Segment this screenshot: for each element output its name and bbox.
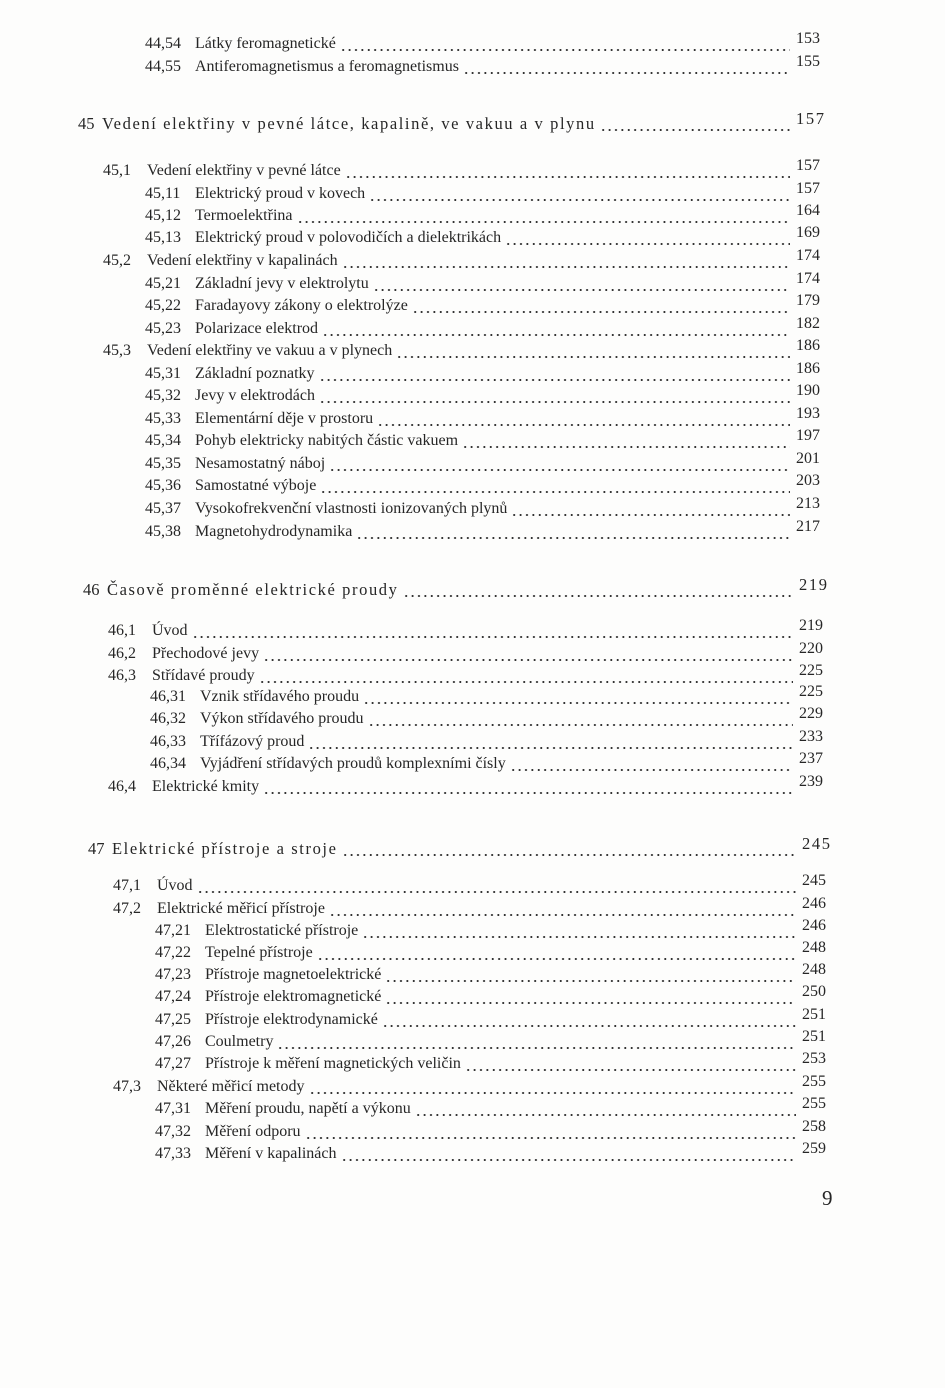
entry-page: 219 (799, 617, 823, 634)
entry-title: Přístroje elektrodynamické (205, 1011, 378, 1028)
toc-subsection-entry (145, 270, 828, 295)
dot-leader (462, 430, 790, 452)
toc-subsection-entry (145, 405, 828, 430)
entry-number: 45,31 (145, 365, 181, 382)
entry-number: 45,12 (145, 207, 181, 224)
entry-title: Elektrické přístroje a stroje (112, 839, 338, 858)
dot-leader (382, 1009, 796, 1031)
entry-title: Tepelné přístroje (205, 944, 313, 961)
entry-page: 255 (802, 1073, 826, 1090)
entry-number: 46,34 (150, 755, 186, 772)
entry-number: 45,36 (145, 477, 181, 494)
entry-page: 169 (796, 224, 820, 241)
dot-leader (308, 731, 793, 753)
toc-subsection-entry (155, 1050, 834, 1075)
entry-number: 45,22 (145, 297, 181, 314)
toc-subsection-entry (155, 1028, 834, 1053)
entry-page: 217 (796, 518, 820, 535)
toc-subsection-entry (155, 939, 834, 964)
entry-page: 164 (796, 202, 820, 219)
entry-title: Úvod (157, 877, 193, 894)
entry-title: Elektrický proud v kovech (195, 185, 366, 202)
entry-page: 237 (799, 750, 823, 767)
dot-leader (362, 920, 796, 942)
entry-page: 179 (796, 292, 820, 309)
entry-page: 157 (796, 157, 820, 174)
entry-title: Přístroje elektromagnetické (205, 988, 382, 1005)
entry-page: 245 (802, 834, 832, 853)
entry-title: Vedení elektřiny v pevné látce, kapalině, ve vakuu a v plynu (102, 114, 596, 133)
toc-subsection-entry (155, 1006, 834, 1031)
toc-subsection-entry (155, 961, 834, 986)
entry-number: 47,23 (155, 966, 191, 983)
entry-page: 239 (799, 773, 823, 790)
entry-number: 47 (88, 839, 105, 858)
dot-leader (277, 1031, 796, 1053)
dot-leader (369, 183, 790, 205)
dot-leader (385, 964, 796, 986)
entry-page: 153 (796, 30, 820, 47)
entry-title: Elektrostatické přístroje (205, 922, 359, 939)
entry-title: Měření odporu (205, 1123, 301, 1140)
dot-leader (322, 318, 790, 340)
entry-page: 186 (796, 360, 820, 377)
entry-number: 45,32 (145, 387, 181, 404)
dot-leader (192, 620, 793, 642)
entry-title: Nesamostatný náboj (195, 455, 326, 472)
entry-number: 45,1 (103, 162, 131, 179)
entry-page: 190 (796, 382, 820, 399)
toc-section-entry (113, 1073, 834, 1098)
toc-subsection-entry (145, 315, 828, 340)
dot-leader (396, 340, 790, 362)
toc-subsection-entry (145, 53, 828, 78)
entry-page: 193 (796, 405, 820, 422)
entry-number: 46,4 (108, 778, 136, 795)
entry-page: 229 (799, 705, 823, 722)
entry-number: 46,2 (108, 645, 136, 662)
toc-section-entry (103, 157, 828, 182)
dot-leader (259, 665, 793, 687)
entry-title: Vznik střídavého proudu (200, 688, 360, 705)
entry-title: Vedení elektřiny ve vakuu a v plynech (147, 342, 393, 359)
entry-title: Přístroje k měření magnetických veličin (205, 1055, 461, 1072)
entry-page: 182 (796, 315, 820, 332)
dot-leader (340, 33, 790, 55)
entry-title: Elementární děje v prostoru (195, 410, 374, 427)
dot-leader (412, 295, 790, 317)
entry-title: Úvod (152, 622, 188, 639)
entry-number: 47,26 (155, 1033, 191, 1050)
entry-title: Magnetohydrodynamika (195, 523, 353, 540)
dot-leader (320, 475, 790, 497)
entry-page: 174 (796, 270, 820, 287)
entry-title: Vysokofrekvenční vlastnosti ionizovaných plynů (195, 500, 508, 517)
entry-page: 253 (802, 1050, 826, 1067)
entry-page: 174 (796, 247, 820, 264)
entry-title: Některé měřicí metody (157, 1078, 305, 1095)
toc-chapter-entry (78, 109, 828, 135)
entry-title: Elektrické kmity (152, 778, 260, 795)
entry-number: 44,54 (145, 35, 181, 52)
toc-subsection-entry (155, 1140, 834, 1165)
toc-subsection-entry (150, 728, 831, 753)
entry-page: 248 (802, 961, 826, 978)
entry-page: 233 (799, 728, 823, 745)
entry-number: 47,27 (155, 1055, 191, 1072)
toc-section-entry (103, 337, 828, 362)
dot-leader (342, 838, 796, 860)
entry-title: Látky feromagnetické (195, 35, 336, 52)
entry-page: 203 (796, 472, 820, 489)
entry-page: 245 (802, 872, 826, 889)
entry-number: 46,33 (150, 733, 186, 750)
entry-number: 45,2 (103, 252, 131, 269)
entry-number: 45 (78, 114, 95, 133)
entry-number: 46,1 (108, 622, 136, 639)
entry-page: 220 (799, 640, 823, 657)
entry-title: Přístroje magnetoelektrické (205, 966, 382, 983)
toc-subsection-entry (150, 705, 831, 730)
toc-section-entry (113, 895, 834, 920)
toc-subsection-entry (155, 917, 834, 942)
dot-leader (505, 227, 790, 249)
toc-subsection-entry (145, 292, 828, 317)
toc-section-entry (113, 872, 834, 897)
dot-leader (309, 1076, 797, 1098)
entry-number: 46,3 (108, 667, 136, 684)
entry-number: 45,38 (145, 523, 181, 540)
entry-page: 258 (802, 1118, 826, 1135)
dot-leader (463, 56, 790, 78)
entry-title: Základní poznatky (195, 365, 315, 382)
entry-page: 197 (796, 427, 820, 444)
toc-section-entry (103, 247, 828, 272)
entry-title: Měření v kapalinách (205, 1145, 337, 1162)
entry-number: 45,13 (145, 229, 181, 246)
entry-title: Faradayovy zákony o elektrolýze (195, 297, 408, 314)
toc-subsection-entry (155, 983, 834, 1008)
entry-number: 47,31 (155, 1100, 191, 1117)
entry-title: Pohyb elektricky nabitých částic vakuem (195, 432, 459, 449)
toc-subsection-entry (155, 1118, 834, 1143)
toc-chapter-entry (88, 834, 834, 860)
toc-section-entry (108, 773, 831, 798)
entry-title: Polarizace elektrod (195, 320, 319, 337)
dot-leader (197, 875, 796, 897)
dot-leader (297, 205, 791, 227)
entry-page: 225 (799, 662, 823, 679)
toc-subsection-entry (145, 495, 828, 520)
dot-leader (403, 579, 793, 601)
entry-number: 46 (83, 580, 100, 599)
entry-number: 47,33 (155, 1145, 191, 1162)
entry-number: 44,55 (145, 58, 181, 75)
entry-number: 47,22 (155, 944, 191, 961)
entry-title: Střídavé proudy (152, 667, 255, 684)
toc-subsection-entry (150, 683, 831, 708)
dot-leader (600, 113, 790, 135)
entry-number: 47,1 (113, 877, 141, 894)
entry-title: Měření proudu, napětí a výkonu (205, 1100, 411, 1117)
dot-leader (345, 160, 790, 182)
entry-number: 45,33 (145, 410, 181, 427)
entry-number: 47,3 (113, 1078, 141, 1095)
toc-subsection-entry (145, 180, 828, 205)
entry-number: 45,35 (145, 455, 181, 472)
entry-number: 46,32 (150, 710, 186, 727)
toc-subsection-entry (145, 382, 828, 407)
page-number: 9 (822, 1186, 833, 1210)
dot-leader (263, 776, 793, 798)
dot-leader (342, 250, 790, 272)
entry-title: Vyjádření střídavých proudů komplexními čísly (200, 755, 506, 772)
entry-number: 47,2 (113, 900, 141, 917)
toc-section-entry (108, 617, 831, 642)
entry-title: Vedení elektřiny v pevné látce (147, 162, 341, 179)
entry-number: 47,25 (155, 1011, 191, 1028)
toc-subsection-entry (145, 427, 828, 452)
dot-leader (377, 408, 790, 430)
entry-title: Samostatné výboje (195, 477, 317, 494)
entry-number: 47,21 (155, 922, 191, 939)
toc-subsection-entry (145, 360, 828, 385)
entry-page: 250 (802, 983, 826, 1000)
toc-subsection-entry (155, 1095, 834, 1120)
entry-number: 45,21 (145, 275, 181, 292)
dot-leader (415, 1098, 796, 1120)
entry-number: 46,31 (150, 688, 186, 705)
entry-page: 246 (802, 917, 826, 934)
dot-leader (263, 643, 793, 665)
dot-leader (317, 942, 796, 964)
entry-title: Jevy v elektrodách (195, 387, 315, 404)
entry-page: 246 (802, 895, 826, 912)
toc-subsection-entry (145, 518, 828, 543)
entry-title: Coulmetry (205, 1033, 274, 1050)
entry-number: 45,23 (145, 320, 181, 337)
dot-leader (385, 986, 796, 1008)
entry-page: 201 (796, 450, 820, 467)
dot-leader (465, 1053, 796, 1075)
entry-page: 157 (796, 109, 826, 128)
entry-number: 47,24 (155, 988, 191, 1005)
dot-leader (305, 1121, 796, 1143)
dot-leader (373, 273, 790, 295)
entry-title: Třífázový proud (200, 733, 305, 750)
entry-title: Termoelektřina (195, 207, 293, 224)
toc-subsection-entry (150, 750, 831, 775)
entry-number: 45,34 (145, 432, 181, 449)
entry-title: Antiferomagnetismus a feromagnetismus (195, 58, 459, 75)
dot-leader (329, 453, 790, 475)
entry-page: 251 (802, 1028, 826, 1045)
entry-number: 45,3 (103, 342, 131, 359)
toc-subsection-entry (145, 224, 828, 249)
dot-leader (319, 385, 790, 407)
toc-subsection-entry (145, 30, 828, 55)
entry-title: Základní jevy v elektrolytu (195, 275, 369, 292)
dot-leader (363, 686, 793, 708)
toc-section-entry (108, 662, 831, 687)
entry-title: Časově proměnné elektrické proudy (107, 580, 399, 599)
dot-leader (511, 498, 790, 520)
dot-leader (341, 1143, 797, 1165)
entry-title: Elektrické měřicí přístroje (157, 900, 325, 917)
dot-leader (356, 521, 790, 543)
entry-title: Výkon střídavého proudu (200, 710, 364, 727)
entry-page: 213 (796, 495, 820, 512)
entry-page: 255 (802, 1095, 826, 1112)
toc-subsection-entry (145, 202, 828, 227)
entry-number: 45,11 (145, 185, 181, 202)
entry-page: 186 (796, 337, 820, 354)
entry-page: 225 (799, 683, 823, 700)
entry-number: 45,37 (145, 500, 181, 517)
entry-title: Přechodové jevy (152, 645, 260, 662)
dot-leader (329, 898, 796, 920)
entry-title: Elektrický proud v polovodičích a dielektrikách (195, 229, 502, 246)
entry-page: 248 (802, 939, 826, 956)
dot-leader (368, 708, 793, 730)
entry-page: 219 (799, 575, 829, 594)
entry-page: 155 (796, 53, 820, 70)
entry-title: Vedení elektřiny v kapalinách (147, 252, 338, 269)
dot-leader (510, 753, 793, 775)
entry-page: 259 (802, 1140, 826, 1157)
entry-page: 157 (796, 180, 820, 197)
toc-chapter-entry (83, 575, 831, 601)
toc-section-entry (108, 640, 831, 665)
entry-number: 47,32 (155, 1123, 191, 1140)
dot-leader (319, 363, 790, 385)
toc-subsection-entry (145, 472, 828, 497)
entry-page: 251 (802, 1006, 826, 1023)
toc-subsection-entry (145, 450, 828, 475)
